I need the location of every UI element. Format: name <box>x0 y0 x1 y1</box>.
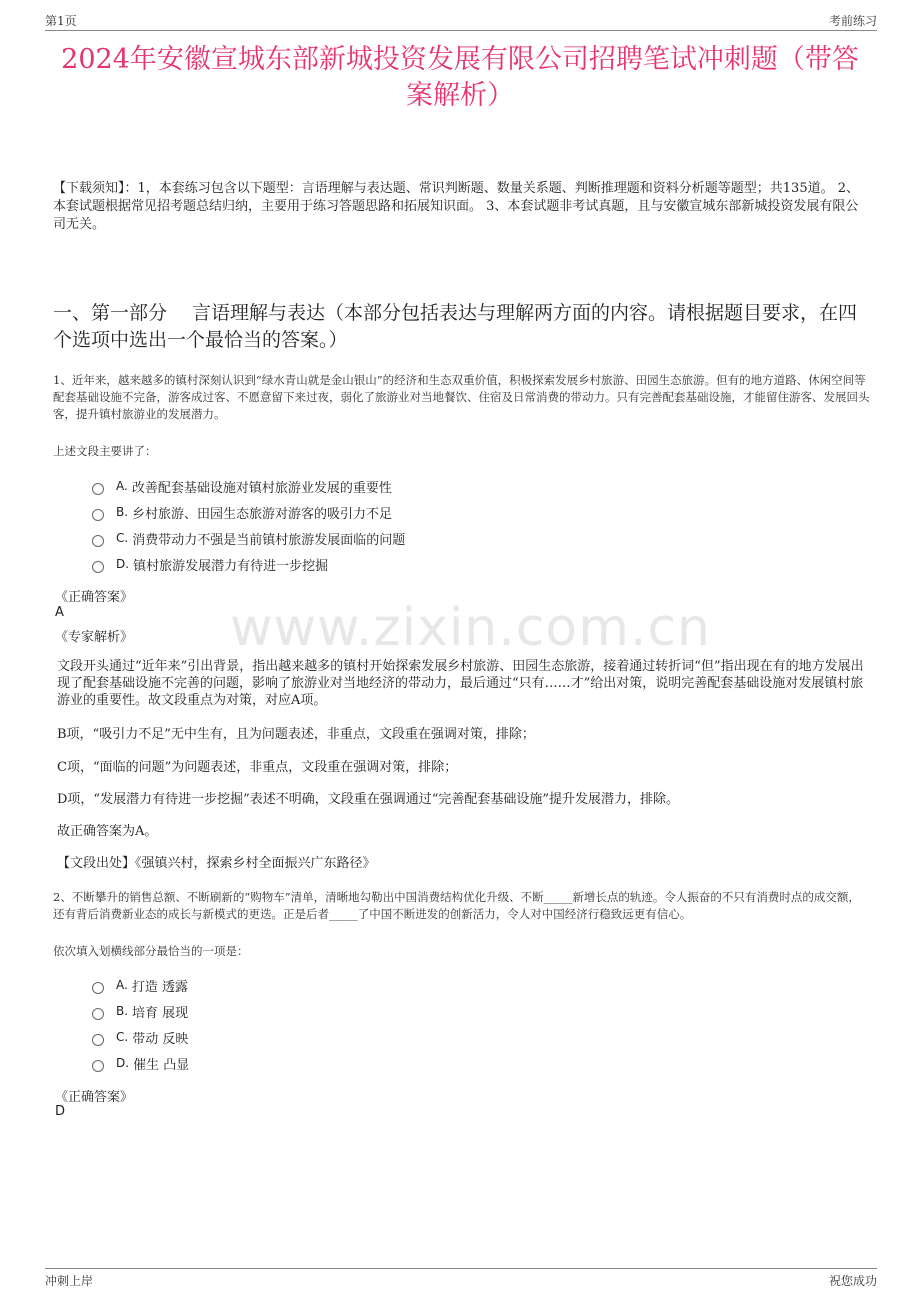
radio-icon[interactable] <box>92 483 104 495</box>
footer-divider <box>45 1268 877 1269</box>
answer-label: 《正确答案》 <box>55 590 134 605</box>
question-1-prompt: 上述文段主要讲了： <box>53 444 157 458</box>
q1-option-d[interactable] <box>92 551 405 577</box>
question-1-options <box>92 473 405 577</box>
q2-option-c[interactable] <box>92 1024 189 1050</box>
option-text: 打造 透露 <box>131 979 188 995</box>
radio-icon[interactable] <box>92 1034 104 1046</box>
text-source: 【文段出处】《强镇兴村，探索乡村全面振兴广东路径》 <box>57 856 376 871</box>
option-letter: D. <box>116 557 130 571</box>
option-letter: D. <box>116 1056 130 1070</box>
option-text: 改善配套基础设施对镇村旅游业发展的重要性 <box>131 480 392 496</box>
q1-option-c[interactable] <box>92 525 405 551</box>
q2-option-b[interactable] <box>92 998 189 1024</box>
download-notice: 【下载须知】：1，本套练习包含以下题型：言语理解与表达题、常识判断题、数量关系题、判断推理题和资料分析题等题型；共135道。 2、本套试题根据常见招考题总结归纳，主要用于练习答题思路和拓展知识面。 3、本套试题非考试真题，且与安徽宣城东部新城投资发展有限公司无关。 <box>53 181 859 232</box>
question-2-text: 2、不断攀升的销售总额、不断刷新的“购物车”清单，清晰地勾勒出中国消费结构优化升级、不断_____新增长点的轨迹。令人振奋的不只有消费时点的成交额，还有背后消费新业态的成长与新模式的更迭。正是后者_____了中国不断进发的创新活力，令人对中国经济行稳致远更有信心。 <box>53 890 860 921</box>
analysis-conclusion: 故正确答案为A。 <box>57 824 158 839</box>
option-text: 镇村旅游发展潜力有待进一步挖掘 <box>133 558 329 574</box>
question-2-options <box>92 972 189 1076</box>
option-letter: B. <box>116 1004 129 1018</box>
header-label: 考前练习 <box>828 14 877 28</box>
option-letter: A. <box>116 479 128 493</box>
q2-option-a[interactable] <box>92 972 189 998</box>
analysis-paragraph: 文段开头通过“近年来”引出背景，指出越来越多的镇村开始探索发展乡村旅游、田园生态旅游，接着通过转折词“但”指出现在有的地方发展出现了配套基础设施不完善的问题，影响了旅游业对当地经济的带动力，最后通过“只有……才”给出对策，说明完善配套基础设施对发展镇村旅游业的重要性。故文段重点为对策，对应A项。 <box>57 659 864 708</box>
footer-right: 祝您成功 <box>828 1274 877 1288</box>
watermark: www.zixin.com.cn <box>230 598 711 658</box>
option-text: 带动 反映 <box>132 1031 189 1047</box>
q1-option-a[interactable] <box>92 473 405 499</box>
option-letter: C. <box>116 531 129 545</box>
analysis-paragraph: C项，“面临的问题”为问题表述，非重点，文段重在强调对策，排除； <box>57 760 458 775</box>
radio-icon[interactable] <box>92 982 104 994</box>
document-title: 2024年安徽宣城东部新城投资发展有限公司招聘笔试冲刺题（带答案解析） <box>61 44 859 111</box>
q1-option-b[interactable] <box>92 499 405 525</box>
question-1-text: 1、近年来，越来越多的镇村深刻认识到“绿水青山就是金山银山”的经济和生态双重价值，积极探索发展乡村旅游、田园生态旅游。但有的地方道路、休闲空间等配套基础设施不完备，游客成过客、不愿意留下来过夜，弱化了旅游业对当地餐饮、住宿及日常消费的带动力。只有完善配套基础设施，才能留住游客、发展回头客，提升镇村旅游业的发展潜力。 <box>53 373 870 421</box>
correct-answer: D <box>55 1104 66 1119</box>
analysis-label: 《专家解析》 <box>55 630 134 645</box>
q2-option-d[interactable] <box>92 1050 189 1076</box>
answer-label: 《正确答案》 <box>55 1090 134 1105</box>
option-text: 培育 展现 <box>132 1005 189 1021</box>
radio-icon[interactable] <box>92 535 104 547</box>
radio-icon[interactable] <box>92 509 104 521</box>
option-letter: B. <box>116 505 129 519</box>
radio-icon[interactable] <box>92 561 104 573</box>
option-text: 乡村旅游、田园生态旅游对游客的吸引力不足 <box>132 506 393 522</box>
option-text: 消费带动力不强是当前镇村旅游发展面临的问题 <box>132 532 406 548</box>
correct-answer: A <box>55 605 64 620</box>
question-2-prompt: 依次填入划横线部分最恰当的一项是： <box>53 944 249 958</box>
page-number: 第1页 <box>45 14 77 28</box>
radio-icon[interactable] <box>92 1008 104 1020</box>
fill-blank: _____ <box>543 890 573 904</box>
footer-left: 冲刺上岸 <box>45 1274 94 1288</box>
header-divider <box>45 30 877 31</box>
option-letter: A. <box>116 978 128 992</box>
analysis-paragraph: D项，“发展潜力有待进一步挖掘”表述不明确，文段重在强调通过“完善配套基础设施”提升发展潜力，排除。 <box>57 792 680 807</box>
option-letter: C. <box>116 1030 129 1044</box>
radio-icon[interactable] <box>92 1060 104 1072</box>
section-title: 一、第一部分 言语理解与表达（本部分包括表达与理解两方面的内容。请根据题目要求，在四个选项中选出一个最恰当的答案。） <box>53 302 858 351</box>
fill-blank: _____ <box>329 907 358 921</box>
analysis-paragraph: B项，“吸引力不足”无中生有，且为问题表述，非重点，文段重在强调对策，排除； <box>57 727 535 742</box>
option-text: 催生 凸显 <box>133 1057 190 1073</box>
